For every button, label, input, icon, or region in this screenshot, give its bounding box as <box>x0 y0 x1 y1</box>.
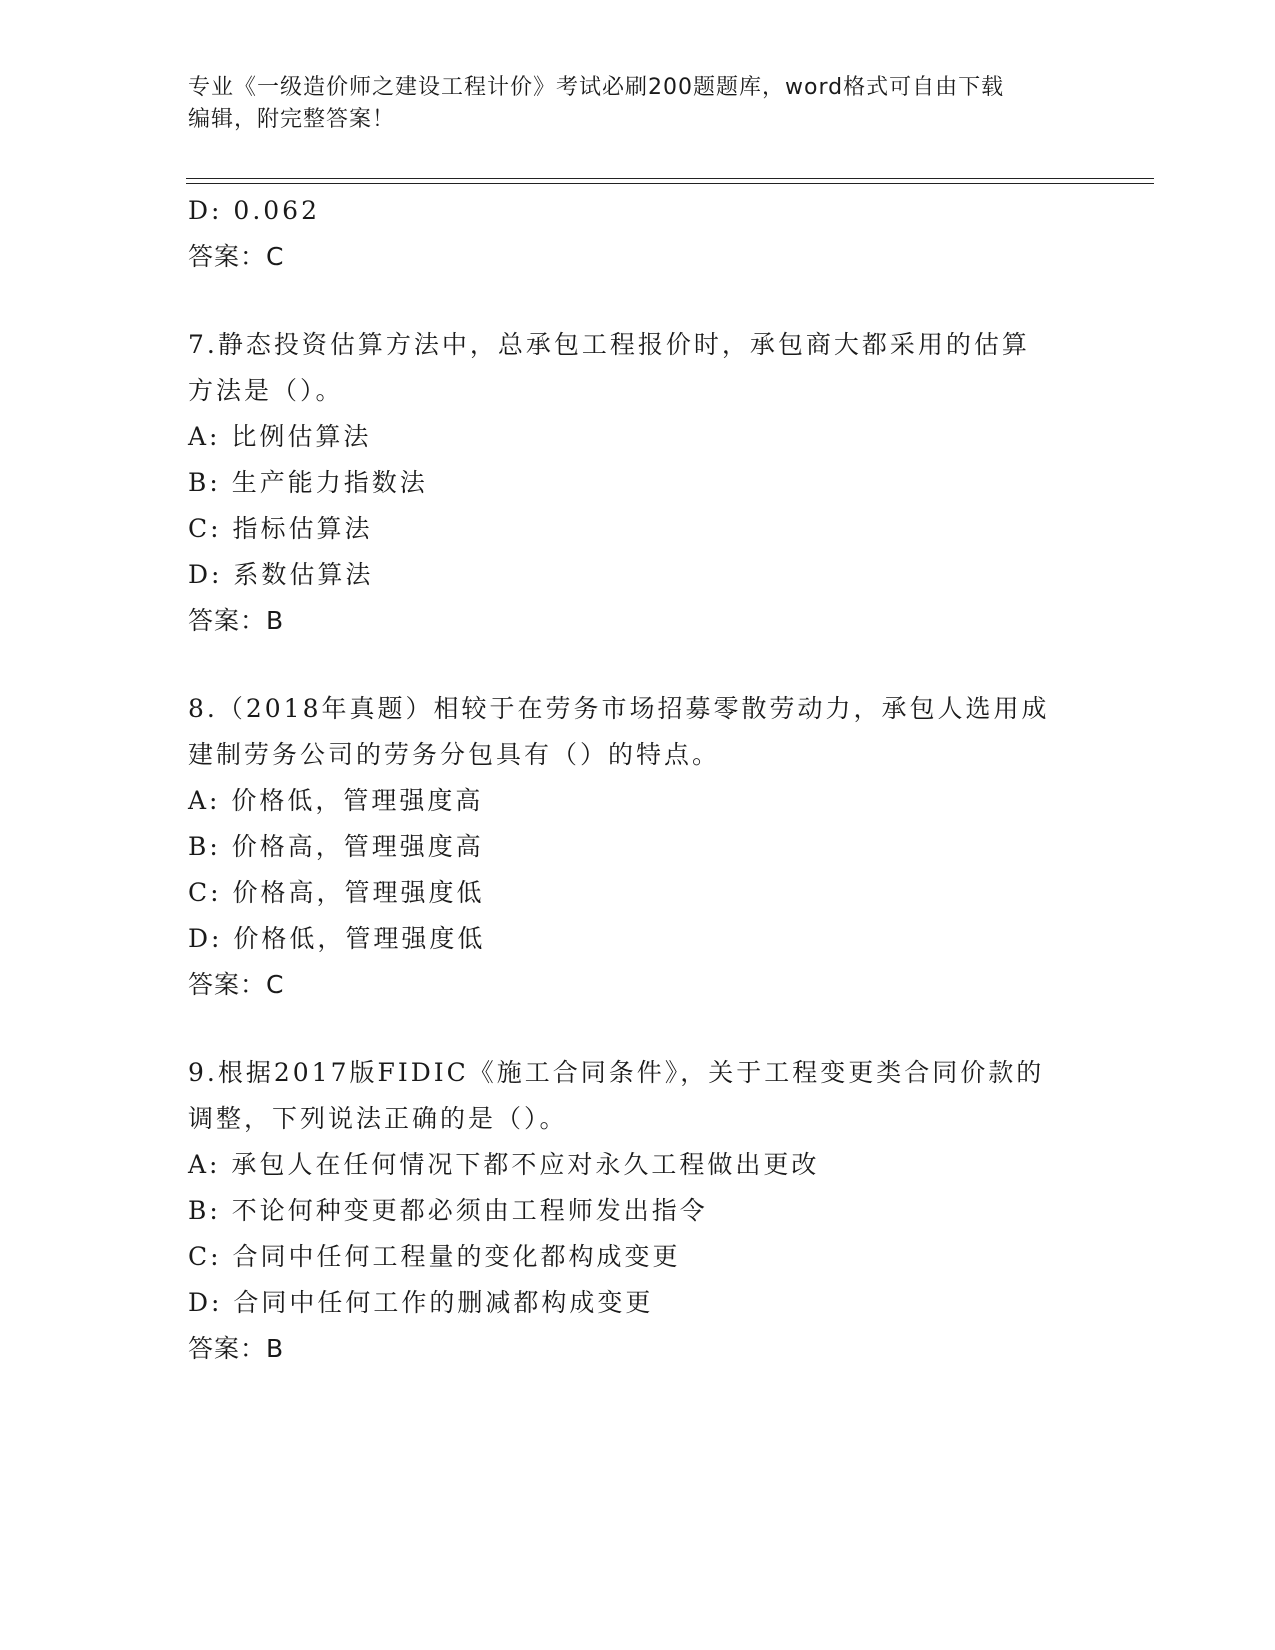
answer: 答案：B <box>188 606 285 635</box>
option-d: D: 合同中任何工作的删减都构成变更 <box>188 1288 654 1317</box>
question-stem-line: 9.根据2017版FIDIC《施工合同条件》，关于工程变更类合同价款的 <box>188 1058 1045 1087</box>
option-a: A: 比例估算法 <box>188 422 372 451</box>
question-content <box>188 188 1088 1372</box>
question-9 <box>188 1050 1088 1372</box>
header-line-1: 专业《一级造价师之建设工程计价》考试必刷200题题库，word格式可自由下载 <box>188 75 1005 100</box>
question-8 <box>188 686 1088 1008</box>
header-line-2: 编辑，附完整答案！ <box>188 107 396 132</box>
header-rule-bottom <box>186 183 1154 184</box>
question-stem-line: 7.静态投资估算方法中，总承包工程报价时，承包商大都采用的估算 <box>188 330 1030 359</box>
question-stem-line: 方法是（）。 <box>188 376 344 405</box>
prev-answer: 答案：C <box>188 242 285 271</box>
option-b: B: 生产能力指数法 <box>188 468 428 497</box>
answer: 答案：B <box>188 1334 285 1363</box>
option-c: C: 价格高，管理强度低 <box>188 878 485 907</box>
option-c: C: 合同中任何工程量的变化都构成变更 <box>188 1242 681 1271</box>
option-a: A: 价格低，管理强度高 <box>188 786 484 815</box>
option-a: A: 承包人在任何情况下都不应对永久工程做出更改 <box>188 1150 820 1179</box>
option-c: C: 指标估算法 <box>188 514 373 543</box>
question-stem-line: 8.（2018年真题）相较于在劳务市场招募零散劳动力，承包人选用成 <box>188 694 1050 723</box>
option-d: D: 系数估算法 <box>188 560 374 589</box>
prev-option-d: D: 0.062 <box>188 196 320 225</box>
option-b: B: 价格高，管理强度高 <box>188 832 484 861</box>
question-stem-line: 建制劳务公司的劳务分包具有（）的特点。 <box>188 740 721 769</box>
option-b: B: 不论何种变更都必须由工程师发出指令 <box>188 1196 708 1225</box>
page-header <box>188 72 1088 136</box>
question-stem-line: 调整，下列说法正确的是（）。 <box>188 1104 568 1133</box>
question-7 <box>188 322 1088 644</box>
option-d: D: 价格低，管理强度低 <box>188 924 486 953</box>
header-rule-top <box>186 178 1154 179</box>
answer: 答案：C <box>188 970 285 999</box>
